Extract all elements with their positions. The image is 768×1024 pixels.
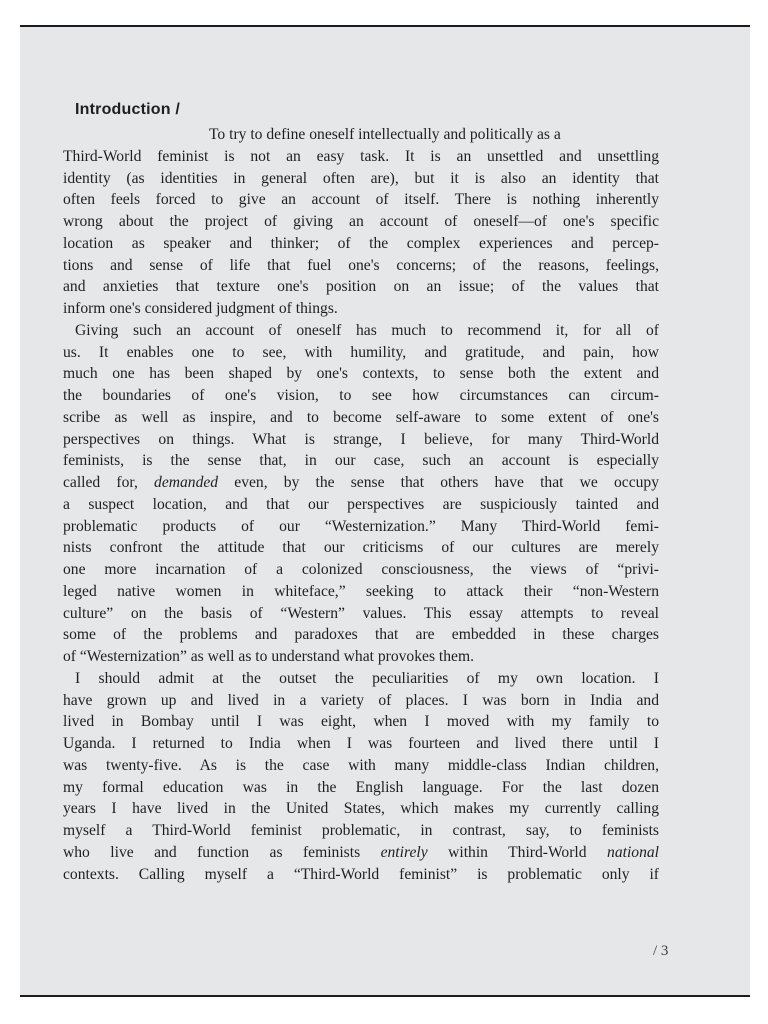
text-line: scribe as well as inspire, and to become self-aware to some extent of one's xyxy=(63,408,659,426)
text-segment: who live and function as feminists xyxy=(63,843,381,861)
section-heading: Introduction / xyxy=(75,101,181,118)
scanned-page xyxy=(20,25,750,997)
text-line: a suspect location, and that our perspectives are suspiciously tainted and xyxy=(63,495,659,513)
body-text xyxy=(63,124,659,885)
text-line: feminists, is the sense that, in our case, such an account is especially xyxy=(63,452,659,470)
text-line: often feels forced to give an account of itself. There is nothing inherently xyxy=(63,191,659,209)
emphasized-word: demanded xyxy=(154,474,219,491)
text-line: I should admit at the outset the peculiarities of my own location. I xyxy=(75,669,659,687)
show-through-text xyxy=(68,35,708,54)
text-line: identity (as identities in general often are), but it is also an identity that xyxy=(63,169,659,187)
text-line: and anxieties that texture one's position on an issue; of the values that xyxy=(63,278,659,296)
text-segment: even, by the sense that others have that we occupy xyxy=(218,474,660,491)
text-line: us. It enables one to see, with humility, and gratitude, and pain, how xyxy=(63,343,659,361)
text-line: culture” on the basis of “Western” values. This essay attempts to reveal xyxy=(63,604,659,622)
text-line: one more incarnation of a colonized consciousness, the views of “privi- xyxy=(63,561,659,578)
text-line: of “Westernization” as well as to understand what provokes them. xyxy=(63,648,474,665)
text-line: contexts. Calling myself a “Third-World feminist” is problematic only if xyxy=(63,865,659,883)
text-line: some of the problems and paradoxes that are embedded in these charges xyxy=(63,626,659,644)
text-line: was twenty-five. As is the case with many middle-class Indian children, xyxy=(63,756,659,774)
text-line: Giving such an account of oneself has much to recommend it, for all of xyxy=(75,321,659,339)
text-line: problematic products of our “Westernization.” Many Third-World femi- xyxy=(63,517,659,535)
text-line: leged native women in whiteface,” seeking to attack their “non-Western xyxy=(63,582,659,600)
emphasized-word: national xyxy=(607,843,659,861)
text-line: myself a Third-World feminist problematic, in contrast, say, to feminists xyxy=(63,822,659,839)
text-segment: within Third-World xyxy=(427,843,608,861)
emphasized-word: entirely xyxy=(380,843,428,861)
text-line: location as speaker and thinker; of the complex experiences and percep- xyxy=(63,234,659,252)
text-line: inform one's considered judgment of things. xyxy=(63,300,338,317)
text-line: wrong about the project of giving an account of oneself—of one's specific xyxy=(63,213,659,230)
text-line: Third-World feminist is not an easy task. It is an unsettled and unsettling xyxy=(63,147,659,165)
page-number: / 3 xyxy=(653,943,669,959)
text-line: perspectives on things. What is strange, I believe, for many Third-World xyxy=(63,430,659,448)
text-line: To try to define oneself intellectually and politically as a xyxy=(209,126,561,143)
text-line: have grown up and lived in a variety of places. I was born in India and xyxy=(63,691,659,709)
text-line: Uganda. I returned to India when I was fourteen and lived there until I xyxy=(63,735,659,752)
text-line: years I have lived in the United States, which makes my currently calling xyxy=(63,800,659,818)
text-segment: called for, xyxy=(63,474,155,491)
text-line: the boundaries of one's vision, to see how circumstances can circum- xyxy=(63,387,659,404)
text-line: much one has been shaped by one's contexts, to sense both the extent and xyxy=(63,365,659,383)
text-line-with-emphasis xyxy=(63,472,659,494)
text-line: lived in Bombay until I was eight, when I moved with my family to xyxy=(63,713,659,731)
text-line: my formal education was in the English language. For the last dozen xyxy=(63,778,659,796)
text-line-with-emphasis xyxy=(63,842,659,864)
text-line: nists confront the attitude that our criticisms of our cultures are merely xyxy=(63,539,659,557)
text-line: tions and sense of life that fuel one's concerns; of the reasons, feelings, xyxy=(63,256,659,274)
